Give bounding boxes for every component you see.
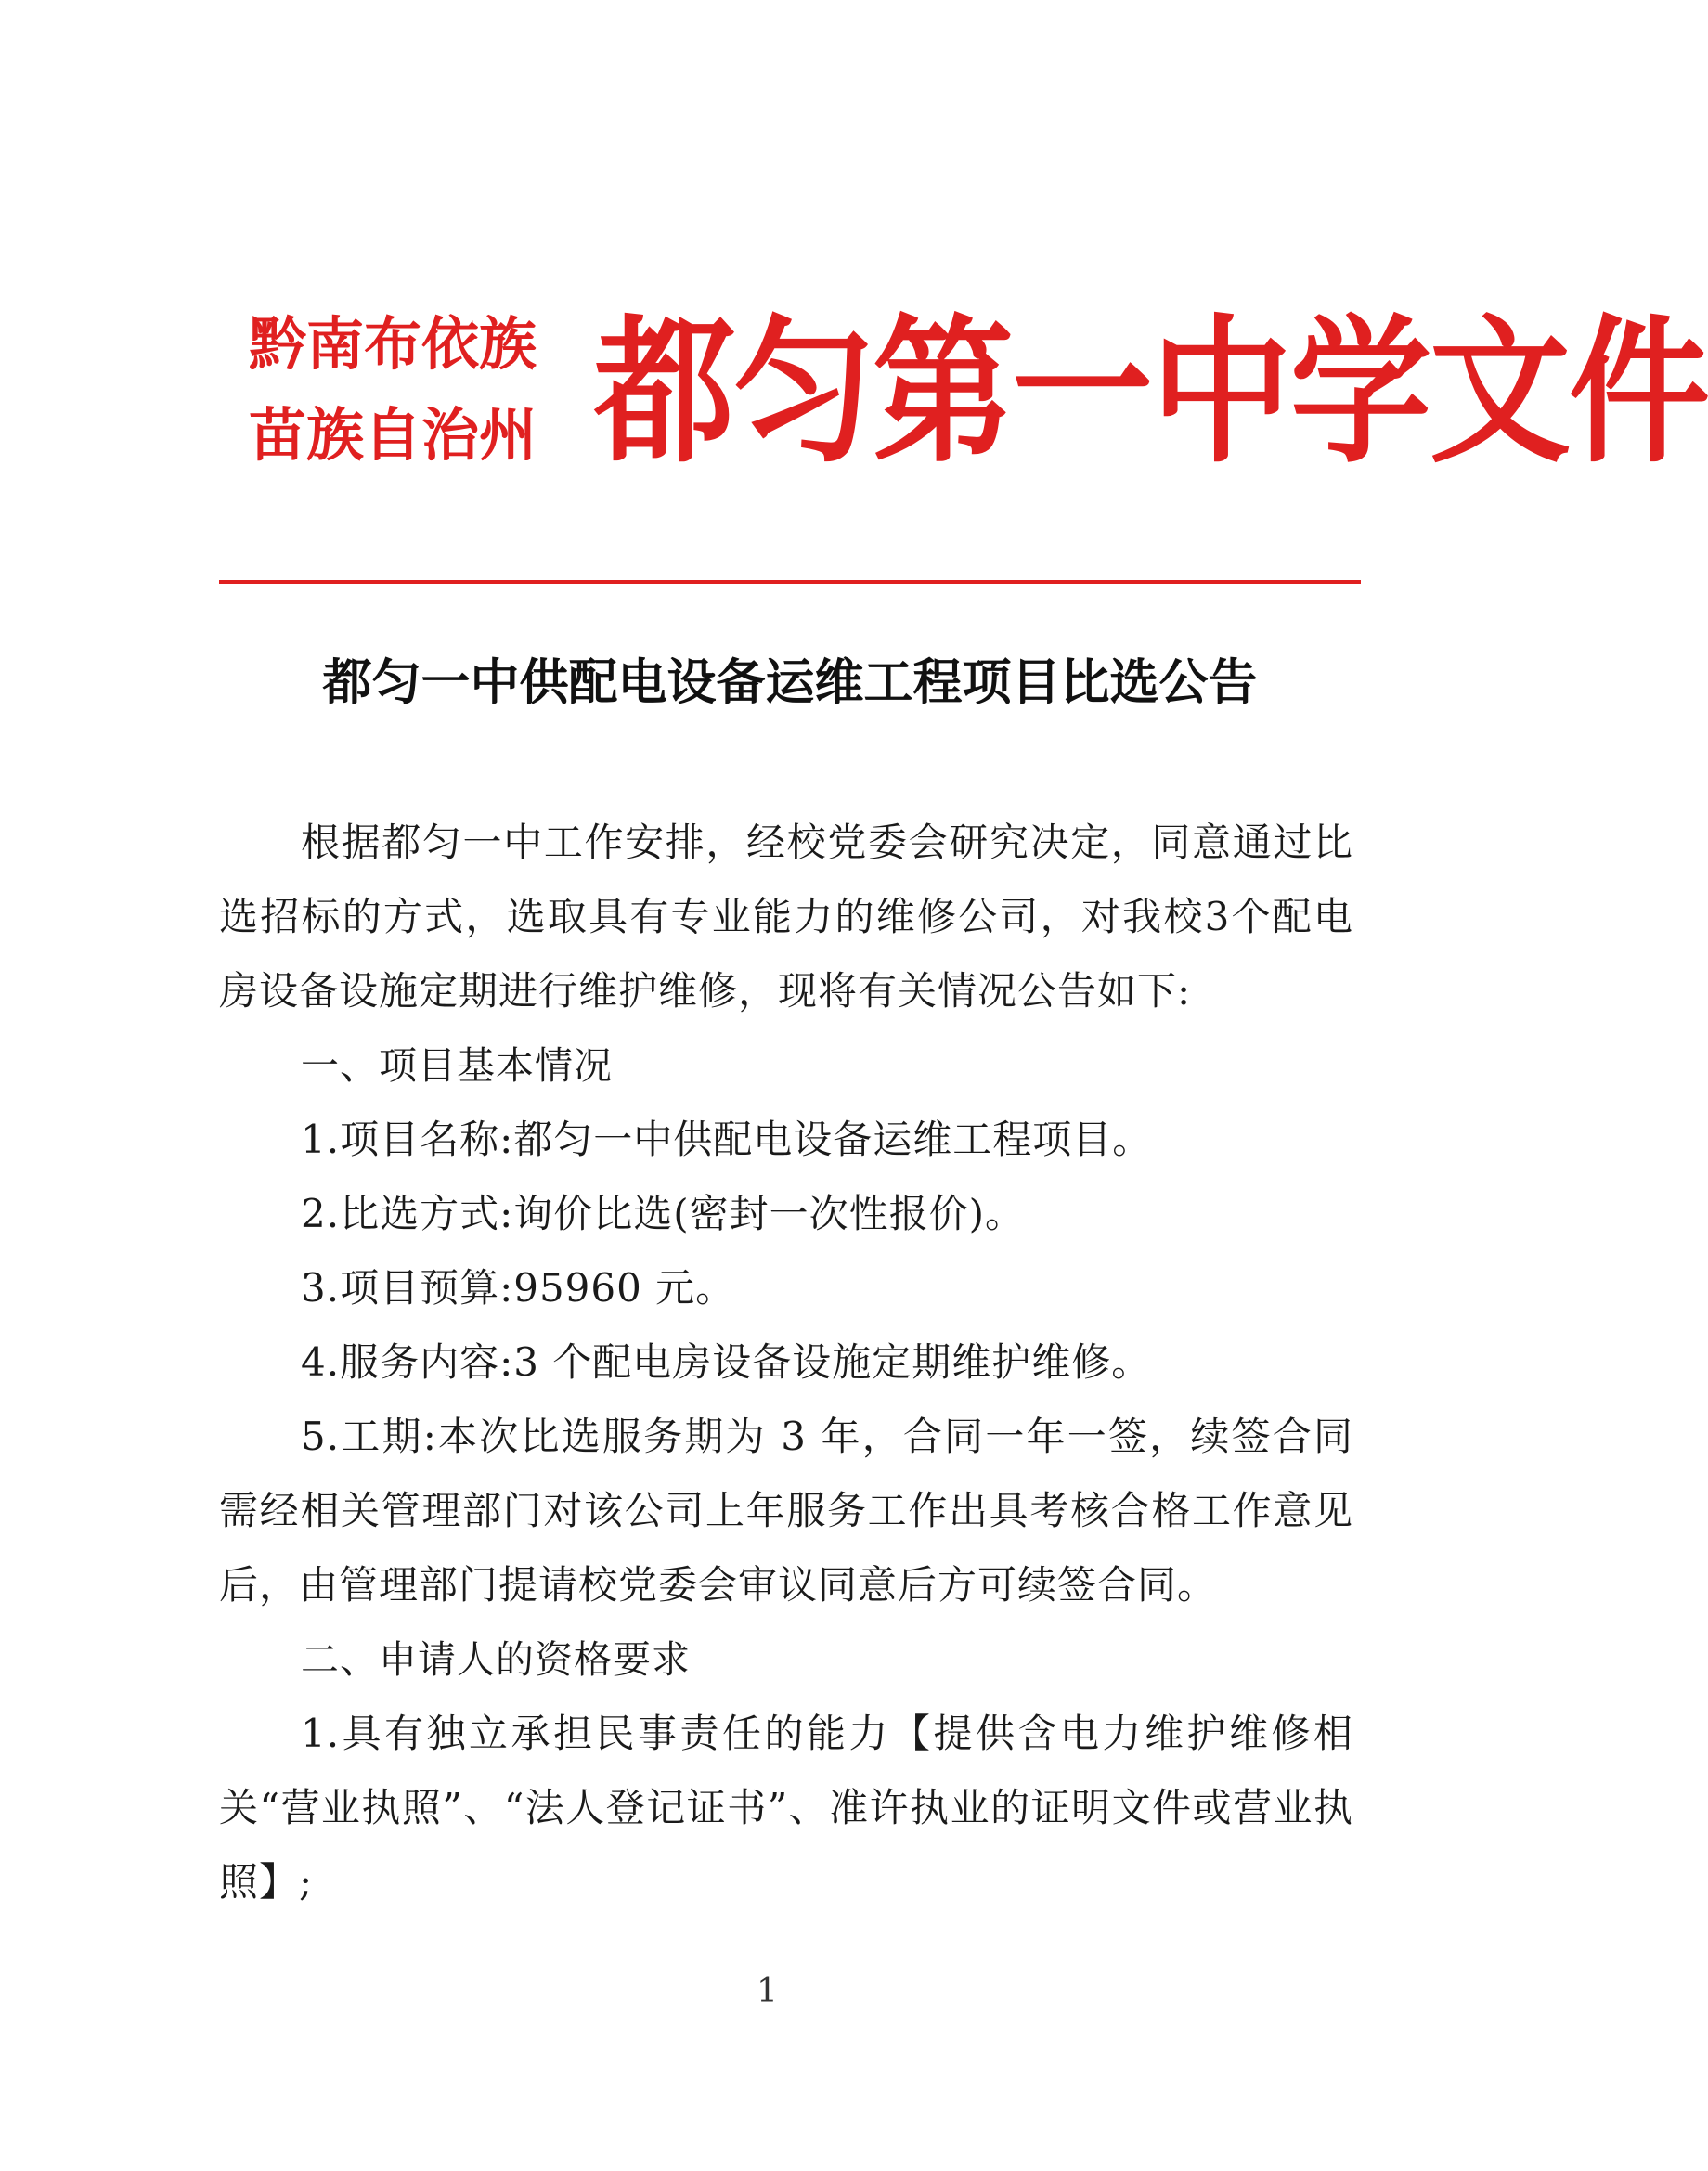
list-item: 1.项目名称:都匀一中供配电设备运维工程项目。 (301, 1117, 1153, 1162)
letterhead-prefecture (249, 299, 583, 481)
section-heading-basic-info: 一、项目基本情况 (301, 1043, 613, 1088)
list-item: 1.具有独立承担民事责任的能力【提供含电力维护维修相关“营业执照”、“法人登记证书”、准许执业的证明文件或营业执照】; (219, 1711, 1353, 1905)
list-item: 2.比选方式:询价比选(密封一次性报价)。 (301, 1191, 1025, 1236)
list-item: 5.工期:本次比选服务期为 3 年，合同一年一签，续签合同需经相关管理部门对该公司上年服务工作出具考核合格工作意见后，由管理部门提请校党委会审议同意后方可续签合同。 (219, 1414, 1353, 1608)
document-body (219, 806, 1353, 1919)
letterhead-red-divider (219, 580, 1361, 584)
intro-paragraph: 根据都匀一中工作安排，经校党委会研究决定，同意通过比选招标的方式，选取具有专业能力的维修公司，对我校3个配电房设备设施定期进行维护维修，现将有关情况公告如下: (219, 820, 1353, 1014)
section-heading-qualifications: 二、申请人的资格要求 (301, 1637, 691, 1682)
letterhead-school-title: 都匀第一中学文件 (594, 298, 1708, 485)
letterhead-line-2: 苗族自治州 (249, 401, 537, 469)
list-item: 4.服务内容:3 个配电房设备设施定期维护维修。 (301, 1339, 1152, 1385)
page-number: 1 (757, 1972, 778, 2010)
document-title: 都匀一中供配电设备运维工程项目比选公告 (322, 653, 1258, 711)
letterhead-line-1: 黔南布依族 (249, 310, 537, 378)
list-item: 3.项目预算:95960 元。 (301, 1265, 736, 1311)
